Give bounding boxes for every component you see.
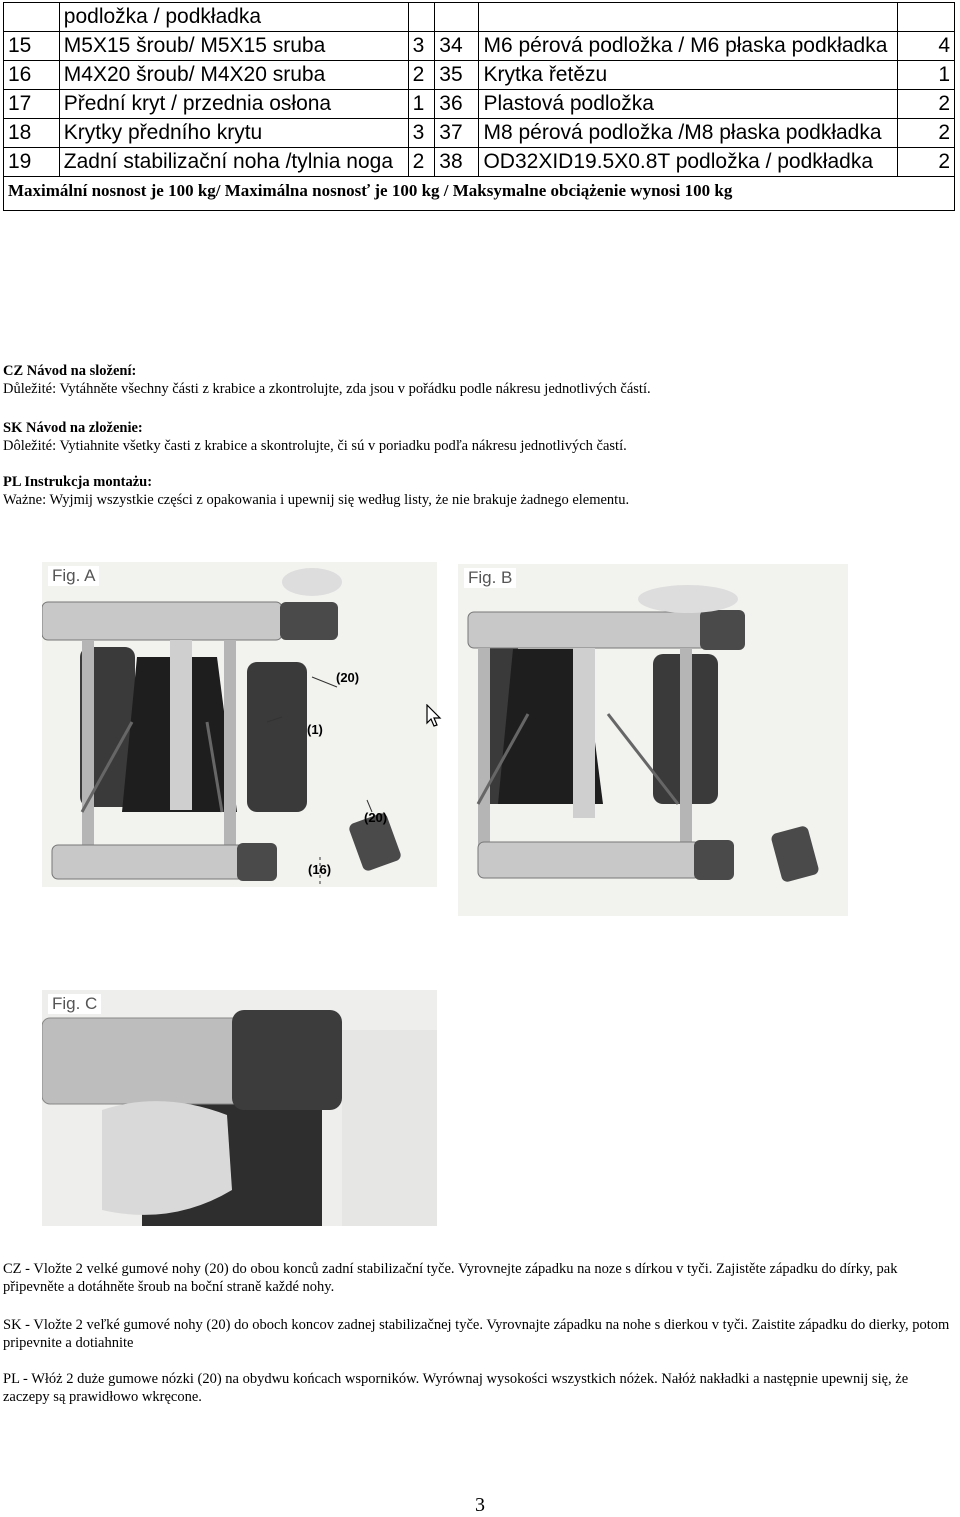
max-load-note: Maximální nosnost je 100 kg/ Maximálna nosnosť je 100 kg / Maksymalne obciążenie wynosi 100 kg <box>4 177 955 211</box>
part-qty: 3 <box>408 32 435 61</box>
callout-label: (20) <box>364 810 388 825</box>
section-text: Dôležité: Vytiahnite všetky časti z krabice a skontrolujte, či sú v poriadku podľa nákresu jednotlivých častí. <box>3 438 627 454</box>
part-number <box>435 3 479 32</box>
table-row <box>4 90 955 119</box>
part-qty <box>408 3 435 32</box>
callout-label: (1) <box>307 722 323 737</box>
section-heading: PL Instrukcja montażu: <box>3 474 153 490</box>
part-number: 34 <box>435 32 479 61</box>
part-name: Krytky předního krytu <box>59 119 408 148</box>
section-text: Ważne: Wyjmij wszystkie części z opakowania i upewnij się według listy, że nie brakuje żadnego elementu. <box>3 492 630 508</box>
part-name: OD32XID19.5X0.8T podložka / podkładka <box>479 148 898 177</box>
part-name: Krytka řetězu <box>479 61 898 90</box>
part-qty <box>898 3 955 32</box>
figure-label: Fig. A <box>48 566 99 586</box>
assembly-pl <box>3 473 953 509</box>
part-number: 38 <box>435 148 479 177</box>
cursor-arrow-icon <box>426 704 442 728</box>
figure-c-drawing <box>42 990 437 1226</box>
part-number: 17 <box>4 90 60 119</box>
part-number: 35 <box>435 61 479 90</box>
figure-b-drawing <box>458 564 848 916</box>
page-number: 3 <box>475 1494 485 1516</box>
max-load-row <box>4 177 955 211</box>
callout-label: (16) <box>308 862 332 877</box>
instruction-cz: CZ - Vložte 2 velké gumové nohy (20) do obou konců zadní stabilizační tyče. Vyrovnejte západku na noze s dírkou v tyči. Zajistěte západku do dírky, pak připevněte a dotáhněte šroub na boční straně každé nohy. <box>3 1261 898 1295</box>
section-text: Důležité: Vytáhněte všechny části z krabice a zkontrolujte, zda jsou v pořádku podle nákresu jednotlivých částí. <box>3 381 651 397</box>
part-name: M4X20 šroub/ M4X20 sruba <box>59 61 408 90</box>
part-qty: 1 <box>408 90 435 119</box>
part-qty: 4 <box>898 32 955 61</box>
part-qty: 2 <box>898 119 955 148</box>
table-row <box>4 119 955 148</box>
part-number: 15 <box>4 32 60 61</box>
section-heading: SK Návod na zloženie: <box>3 420 143 436</box>
part-name: podložka / podkładka <box>59 3 408 32</box>
part-name: M8 pérová podložka /M8 płaska podkładka <box>479 119 898 148</box>
table-row <box>4 3 955 32</box>
figure-c <box>42 990 437 1226</box>
part-qty: 2 <box>408 61 435 90</box>
part-number <box>4 3 60 32</box>
assembly-sk <box>3 419 953 455</box>
figure-label: Fig. B <box>464 568 516 588</box>
part-number: 16 <box>4 61 60 90</box>
table-row <box>4 148 955 177</box>
part-name: Přední kryt / przednia osłona <box>59 90 408 119</box>
assembly-cz <box>3 362 953 398</box>
part-name: Zadní stabilizační noha /tylnia noga <box>59 148 408 177</box>
instruction-pl: PL - Włóż 2 duże gumowe nózki (20) na obydwu końcach wsporników. Wyrównaj wysokości wszystkich nóżek. Nałóż nakładki a następnie upewnij się, że zaczepy są prawidłowo wkręcone. <box>3 1371 909 1405</box>
part-qty: 3 <box>408 119 435 148</box>
callout-label: (20) <box>336 670 360 685</box>
table-row <box>4 61 955 90</box>
instruction-sk: SK - Vložte 2 veľké gumové nohy (20) do oboch koncov zadnej stabilizačnej tyče. Vyrovnajte západku na nohe s dierkou v tyči. Zaistite západku do dierky, potom pripevnite a dotiahnite <box>3 1317 950 1351</box>
part-name: M6 pérová podložka / M6 płaska podkładka <box>479 32 898 61</box>
figure-b <box>458 564 848 916</box>
figures-area <box>0 550 960 1230</box>
parts-table <box>3 2 955 211</box>
part-qty: 2 <box>898 90 955 119</box>
figure-a-drawing <box>42 562 437 887</box>
part-qty: 1 <box>898 61 955 90</box>
section-heading: CZ Návod na složení: <box>3 363 137 379</box>
figure-label: Fig. C <box>48 994 101 1014</box>
part-number: 36 <box>435 90 479 119</box>
part-name <box>479 3 898 32</box>
part-name: M5X15 šroub/ M5X15 sruba <box>59 32 408 61</box>
part-number: 37 <box>435 119 479 148</box>
table-row <box>4 32 955 61</box>
part-name: Plastová podložka <box>479 90 898 119</box>
figure-a <box>42 562 437 887</box>
part-qty: 2 <box>898 148 955 177</box>
part-qty: 2 <box>408 148 435 177</box>
part-number: 19 <box>4 148 60 177</box>
part-number: 18 <box>4 119 60 148</box>
